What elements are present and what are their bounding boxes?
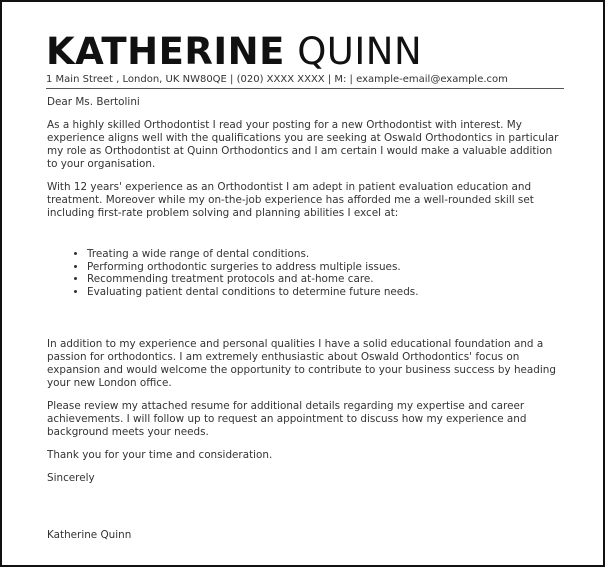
contact-line: 1 Main Street , London, UK NW80QE | (020) XXXX XXXX | M: | example-email@example.com [46,74,508,85]
paragraph-experience: With 12 years' experience as an Orthodontist I am adept in patient evaluation education and treatment. Moreover while my on-the-job experience has afforded me a well-rounded skill set including first-rate problem solving and planning abilities I excel at: [47,181,534,219]
header-divider [46,88,564,89]
list-item: • Recommending treatment protocols and at-home care. [87,273,565,286]
salutation: Dear Ms. Bertolini [47,96,140,108]
list-item: • Treating a wide range of dental conditions. [87,248,565,261]
paragraph-follow-up: Please review my attached resume for additional details regarding my expertise and career achievements. I will follow up to request an appointment to discuss how my experience and background meets your needs. [47,400,527,438]
applicant-first-name: KATHERINE [46,30,285,73]
list-item: • Evaluating patient dental conditions to determine future needs. [87,286,565,299]
letter-body [47,96,565,542]
skills-list [47,248,565,298]
applicant-name [46,31,422,73]
list-item: • Performing orthodontic surgeries to address multiple issues. [87,261,565,274]
signature: Katherine Quinn [47,529,132,541]
applicant-last-name: QUINN [297,30,423,73]
paragraph-education: In addition to my experience and personal qualities I have a solid educational foundation and a passion for orthodontics. I am extremely enthusiastic about Oswald Orthodontics' focus on expansion and would welcome the opportunity to contribute to your business success by heading your new London office. [47,338,556,389]
closing: Sincerely [47,472,95,484]
thank-you-line: Thank you for your time and consideration. [47,449,273,461]
paragraph-intro: As a highly skilled Orthodontist I read your posting for a new Orthodontist with interest. My experience aligns well with the qualifications you are seeking at Oswald Orthodontics in particular my role as Orthodontist at Quinn Orthodontics and I am certain I would make a valuable addition to your organisation. [47,119,559,170]
